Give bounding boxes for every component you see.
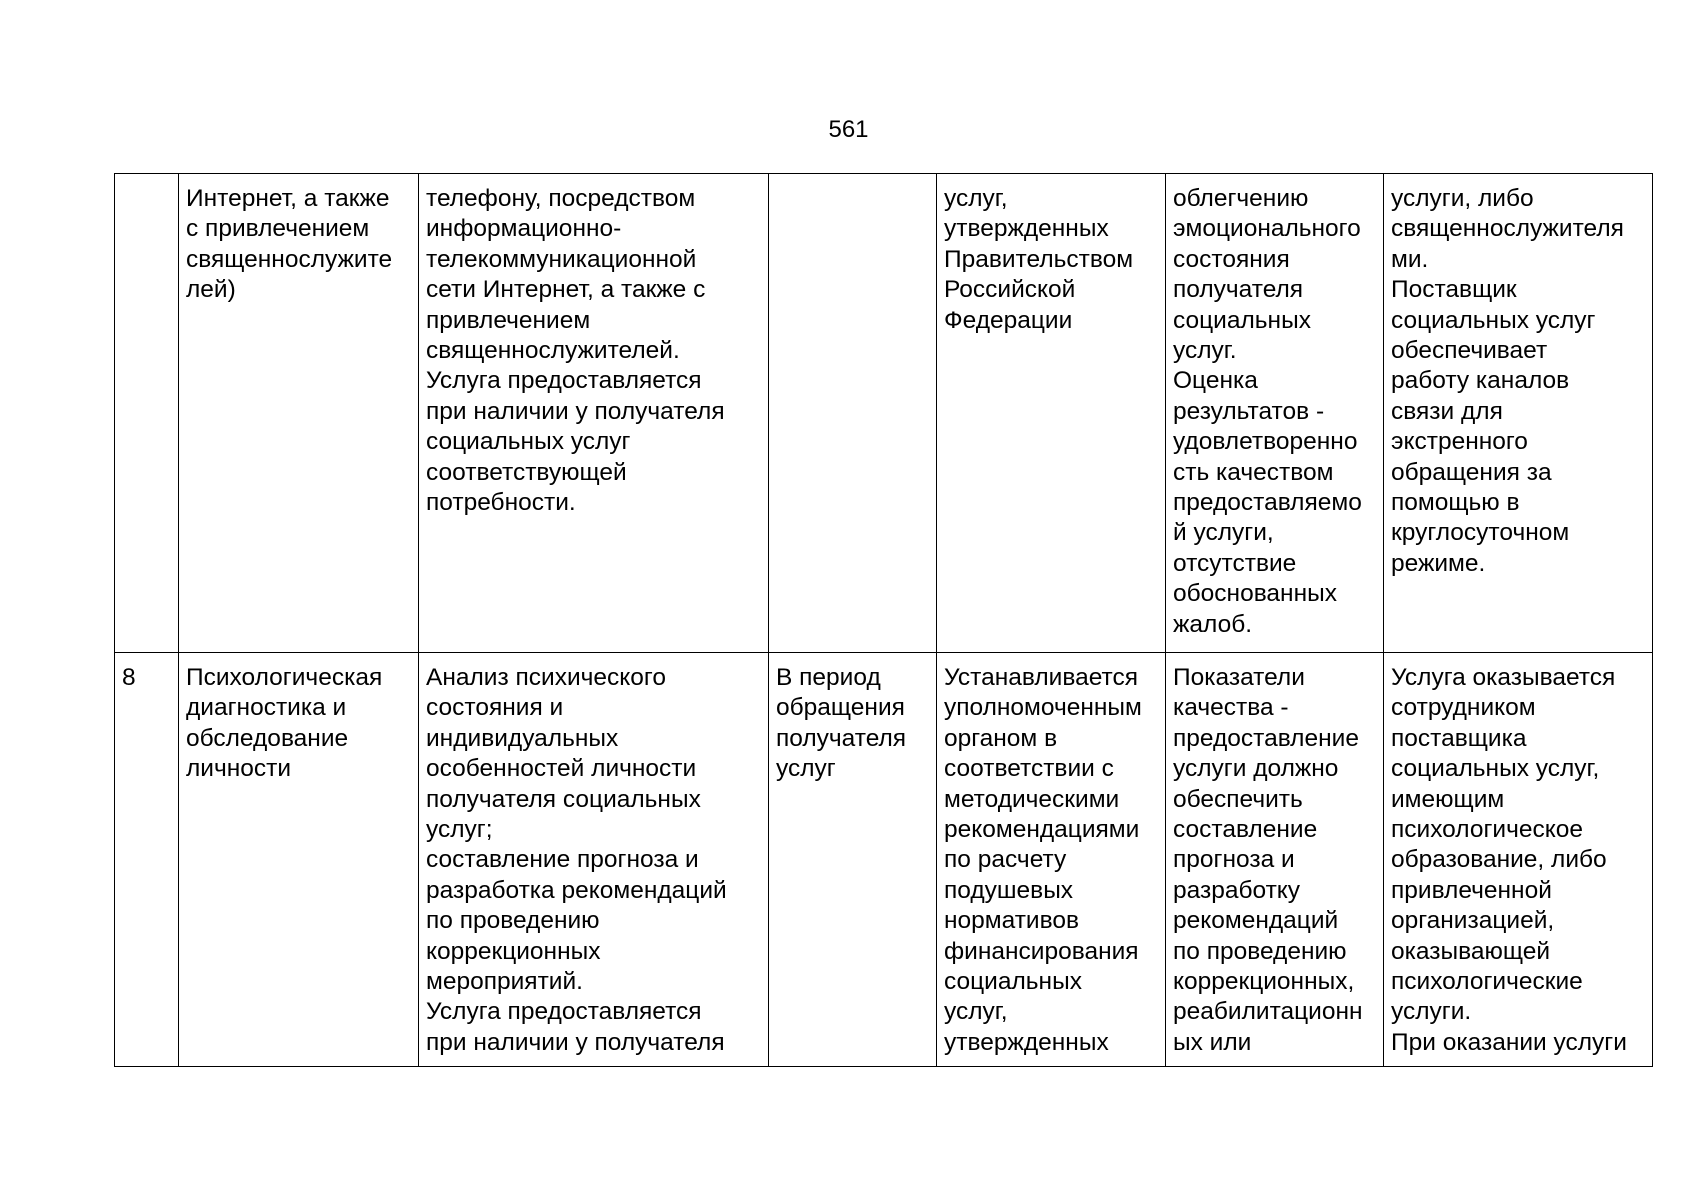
cell-number	[115, 174, 179, 653]
page-number: 561	[828, 116, 869, 143]
cell-conditions: услуги, либо священнослужителя ми. Поставщик социальных услуг обеспечивает работу каналов связи для экстренного обращения за помощью в круглосуточном режиме.	[1384, 174, 1653, 653]
cell-service-name: Интернет, а также с привлечением священнослужите лей)	[179, 174, 419, 653]
cell-norms: Устанавливается уполномоченным органом в соответствии с методическими рекомендациями по расчету подушевых нормативов финансирования социальных услуг, утвержденных	[937, 653, 1166, 1067]
cell-norms: услуг, утвержденных Правительством Российской Федерации	[937, 174, 1166, 653]
cell-service-description: телефону, посредством информационно- телекоммуникационной сети Интернет, а также с привлечением священнослужителей. Услуга предоставляется при наличии у получателя социальных услуг соответствующей потребности.	[419, 174, 769, 653]
cell-number: 8	[115, 653, 179, 1067]
cell-conditions: Услуга оказывается сотрудником поставщика социальных услуг, имеющим психологическое образование, либо привлеченной организацией, оказывающей психологические услуги. При оказании услуги	[1384, 653, 1653, 1067]
cell-period: В период обращения получателя услуг	[769, 653, 937, 1067]
table-row	[115, 174, 1653, 653]
cell-quality-indicators: облегчению эмоционального состояния получателя социальных услуг. Оценка результатов - удовлетворенно сть качеством предоставляемо й услуги, отсутствие обоснованных жалоб.	[1166, 174, 1384, 653]
table-row	[115, 653, 1653, 1067]
cell-quality-indicators: Показатели качества - предоставление услуги должно обеспечить составление прогноза и разработку рекомендаций по проведению коррекционных, реабилитационн ых или	[1166, 653, 1384, 1067]
cell-period	[769, 174, 937, 653]
cell-service-description: Анализ психического состояния и индивидуальных особенностей личности получателя социальных услуг; составление прогноза и разработка рекомендаций по проведению коррекционных мероприятий. Услуга предоставляется при наличии у получателя	[419, 653, 769, 1067]
cell-service-name: Психологическая диагностика и обследование личности	[179, 653, 419, 1067]
services-table	[114, 173, 1653, 1067]
